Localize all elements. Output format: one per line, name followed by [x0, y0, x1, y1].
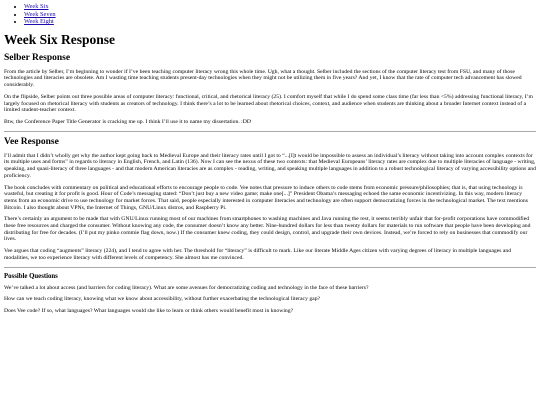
- page-title: Week Six Response: [4, 31, 116, 47]
- week-six-link[interactable]: Week Six: [24, 3, 49, 10]
- week-eight-link[interactable]: Week Eight: [24, 18, 54, 26]
- nav-item-week-six: [24, 3, 536, 11]
- nav-item-week-seven: [24, 11, 536, 19]
- week-seven-link[interactable]: Week Seven: [24, 10, 56, 18]
- vee-paragraph-3: There’s certainly an argument to be made that with GNU/Linux running most of our machines from smartphones to washing machines and Java running the rest, it seems terribly unfair that for-profit corporations have commodified these free resources and charged the consumer. Without knowing any code, the consumer doesn’t know any better. Nine-hundred dollars for less than twenty dollars for materials to run software that people have been developing and distributing for free for decades. (I’ll put my pinko commie flag down, now.) If the consumer knew coding, they could design, control, and upgrade their own devices. Instead, we’re forced to rely on businesses that commodify our lives.: [4, 216, 531, 243]
- selber-section: [4, 53, 536, 126]
- week-nav: [4, 3, 536, 26]
- selber-paragraph-1: From the article by Selber, I’m beginning to wonder if I’ve been teaching computer literacy wrong this whole time. Ugh, what a thought. Selber included the sections of the computer literacy test from FSU, and many of those technologies and literacies are obsolete. Am I wasting time teaching students present-day technologies when they might not be utilizing them in five years? And yet, I know that the rate of computer tech advancement has slowed considerably.: [4, 68, 522, 89]
- section-divider: [4, 131, 536, 132]
- questions-heading: Possible Questions: [4, 272, 58, 280]
- section-divider: [4, 267, 536, 268]
- vee-paragraph-2: The book concludes with commentary on political and educational efforts to encourage people to code. Vee notes that pressure to induce others to code stems from economic pressure/philosophies; that is, that using technology is wasteful, but creating it for profit is good. Hour of Code’s messaging stated: “Don’t just buy a new video game; make one[...]” President Obama’s messaging echoed the same economic incentivizing. In this way, modern literacy stems from an economic drive to use technology for market forces. That said, people especially interested in computer literacies and technology are often support democratizing forces in the technological market. The text mentions Bitcoin. I also thought about VPNs, the Internet of Things, GNU/Linux distros, and Raspberry Pi.: [4, 184, 528, 211]
- vee-paragraph-4: Vee argues that coding “augments” literacy (224), and I tend to agree with her. The threshold for “literacy” is difficult to mark. Like our literate Middle Ages citizen with varying degrees of literacy in multiple languages and modalities, we too experience literacy with different levels of competency. She almost has me convinced.: [4, 248, 512, 261]
- nav-item-week-eight: [24, 18, 536, 26]
- question-1: We’ve talked a lot about access (and barriers for coding literacy). What are some avenues for democratizing coding and technology in the face of these barriers?: [4, 284, 369, 291]
- vee-section: [4, 137, 536, 262]
- selber-paragraph-3: Btw, the Conference Paper Title Generator is cracking me up. I think I’ll use it to name my dissertation. :DD: [4, 119, 251, 125]
- selber-heading: Selber Response: [4, 52, 71, 63]
- selber-paragraph-2: On the flipside, Selber points out three possible areas of computer literacy: functional, critical, and rhetorical literacy (25). I comfort myself that while I do spend some class time (far less than <5%) addressing functional literacy, I’m largely focused on rhetorical literacy with students as creators of technology. I think there’s a lot to be learned about rhetorical choices, context, and audience when students are thinking about a broader Internet context instead of a limited student-teacher context.: [4, 93, 533, 114]
- question-3: Does Vee code? If so, what languages? What languages would she like to learn or think others would benefit most in knowing?: [4, 307, 294, 314]
- vee-heading: Vee Response: [4, 136, 59, 147]
- vee-paragraph-1: I’ll admit that I didn’t wholly get why the author kept going back to Medieval Europe and their literacy rates until I got to “...[I]t would be impossible to assess an individual’s literacy without taking into account complex contexts for its multiple uses and forms” in regards to literacy in English, French, and Latin (136). Now I can see the nexus of these two contexts: that Medieval Europeans’ literacy rates are complex due to multiple literacies of language - writing, speaking, and quasi-literacy of three languages - and that modern American literacies are as complex - reading, writing, and speaking multiple languages in addition to a robust technological literacy of varying accessibility options and proficiency.: [4, 152, 536, 179]
- questions-section: [4, 273, 536, 315]
- question-2: How can we teach coding literacy, knowing what we know about accessibility, without further exacerbating the technological literacy gap?: [4, 296, 321, 303]
